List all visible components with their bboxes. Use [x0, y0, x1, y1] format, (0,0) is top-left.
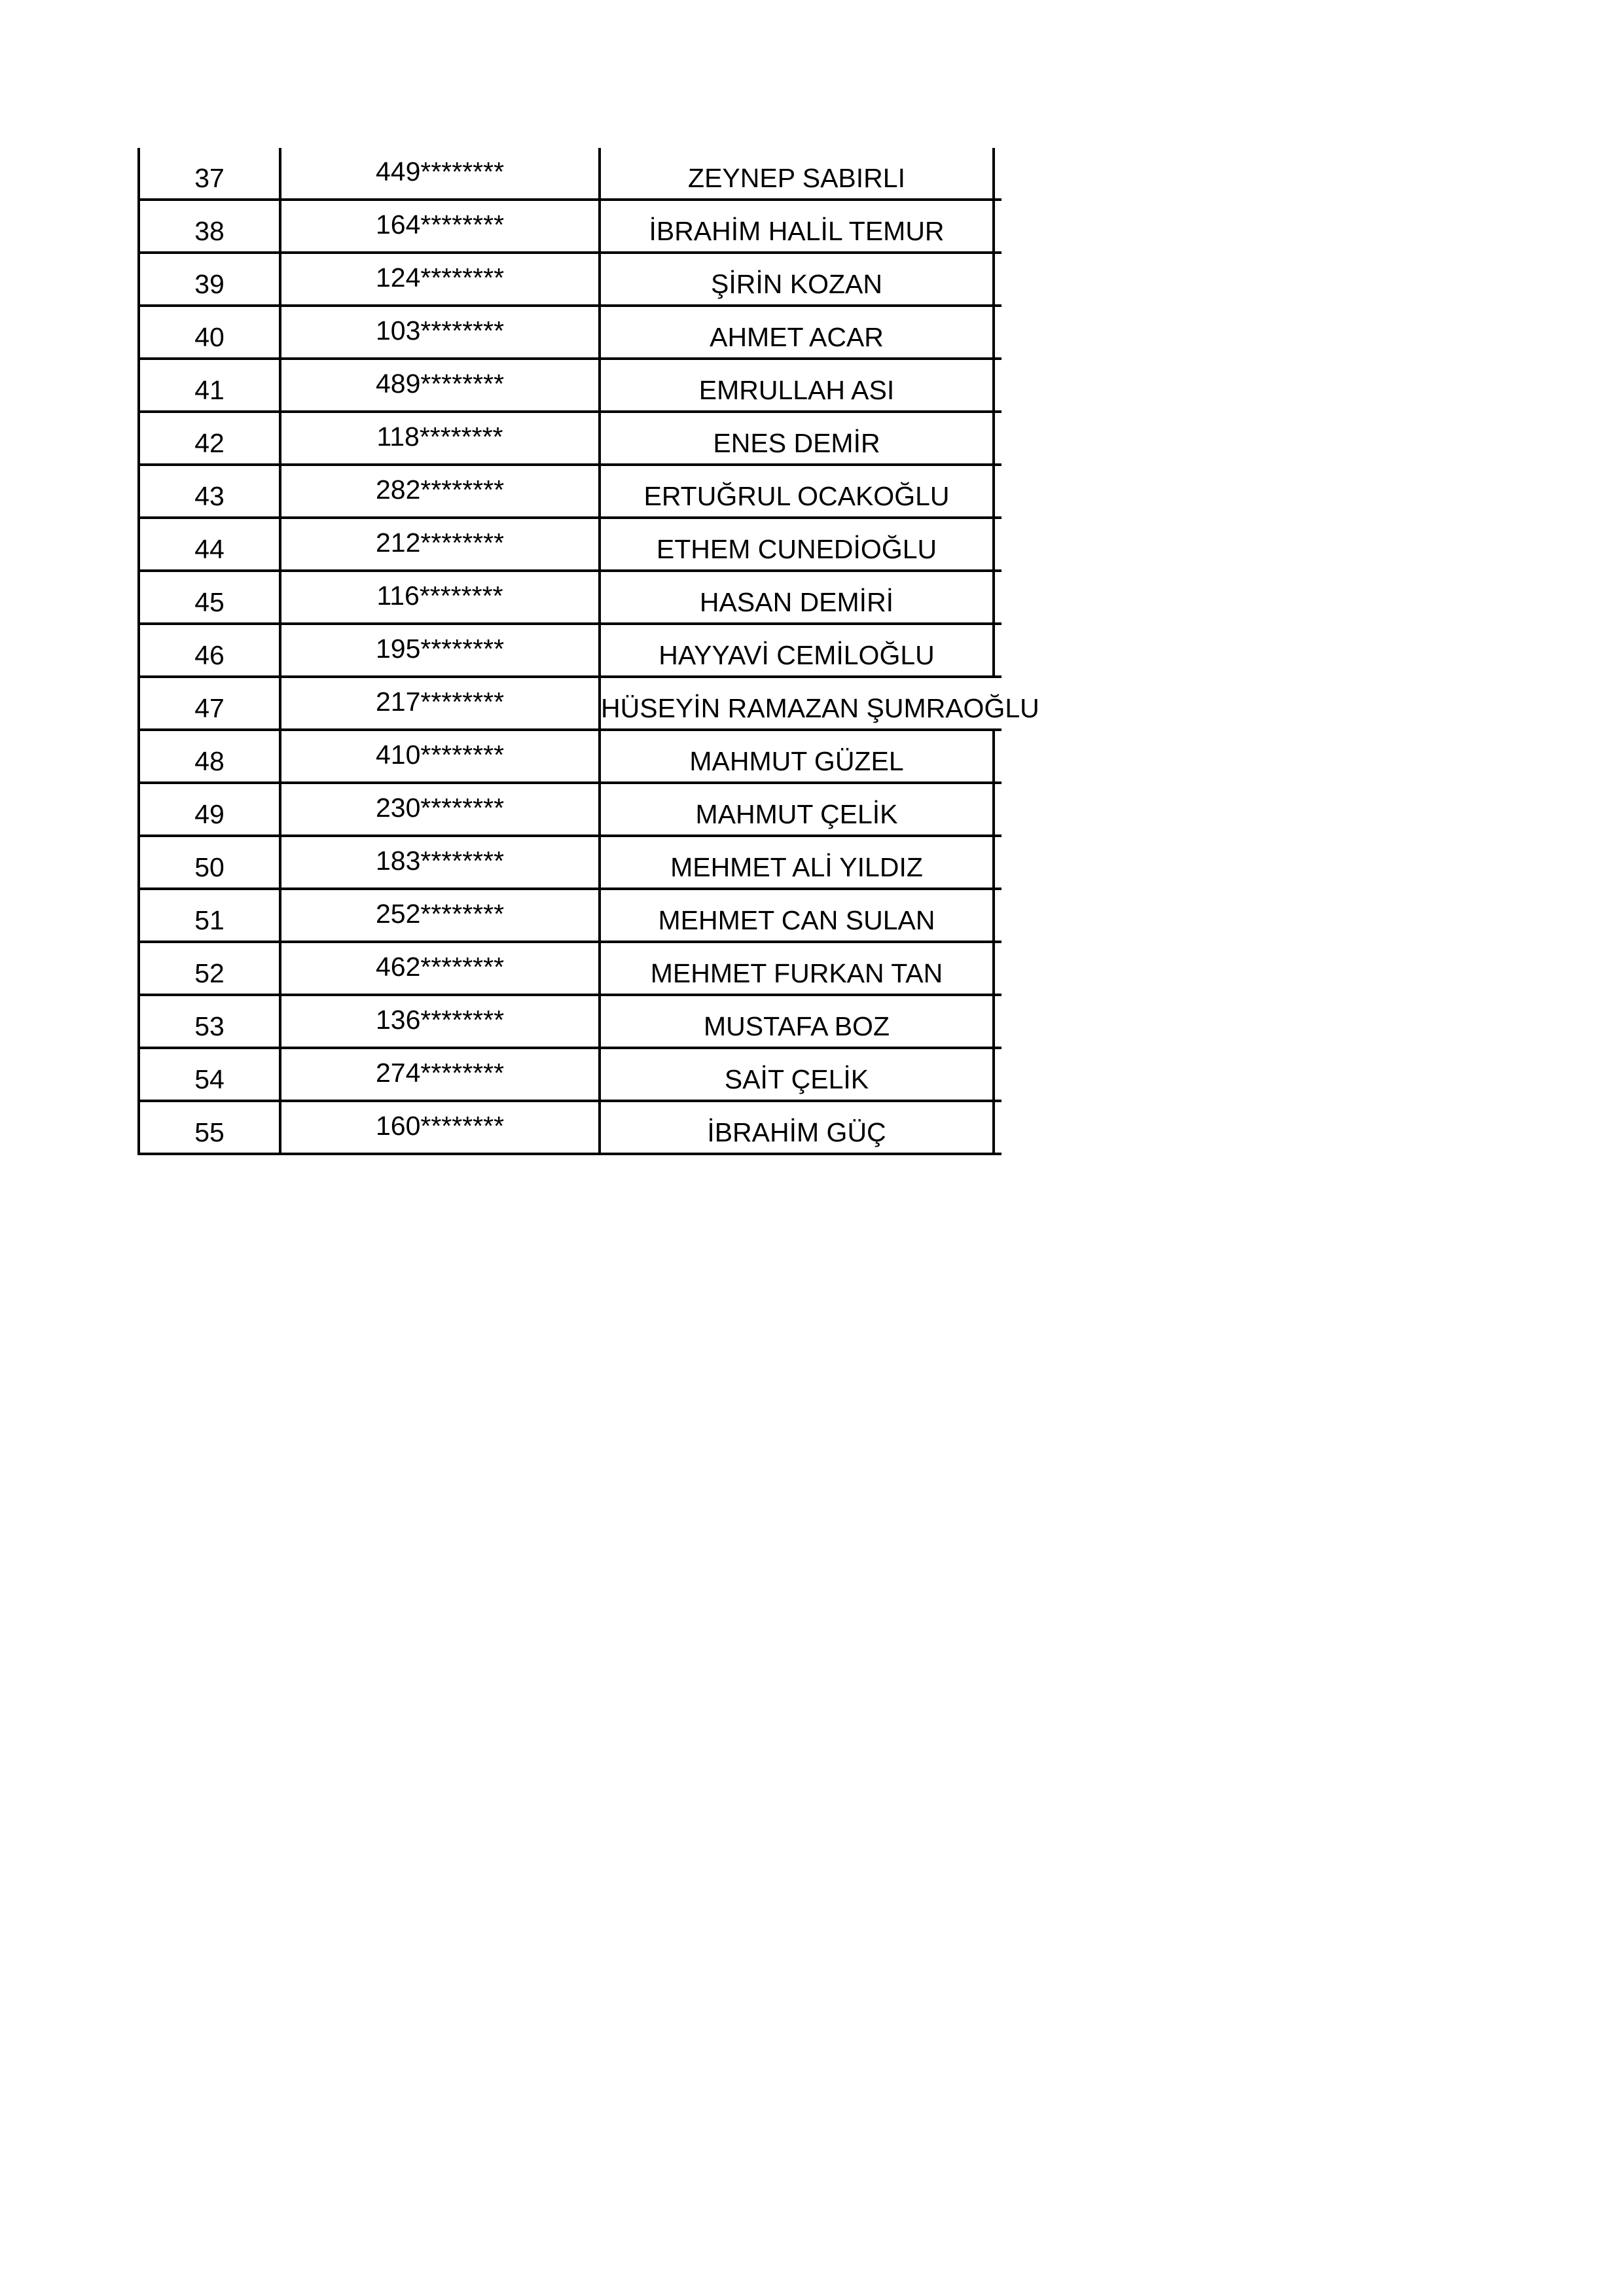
row-number-cell: 53	[137, 996, 281, 1047]
row-number-cell: 52	[137, 943, 281, 994]
id-number-cell: 160********	[281, 1102, 601, 1153]
row-number-cell: 54	[137, 1049, 281, 1100]
full-name-cell: ŞİRİN KOZAN	[601, 254, 995, 304]
row-number-cell: 40	[137, 307, 281, 357]
table-row	[137, 678, 1039, 731]
table-row	[137, 731, 1001, 784]
table-row	[137, 307, 1001, 360]
table-row	[137, 996, 1001, 1049]
row-number-cell: 38	[137, 201, 281, 251]
row-number-cell: 50	[137, 837, 281, 888]
table-row	[137, 837, 1001, 890]
table-row	[137, 1049, 1001, 1102]
row-number-cell: 41	[137, 360, 281, 410]
id-number-cell: 274********	[281, 1049, 601, 1100]
row-number-cell: 55	[137, 1102, 281, 1153]
row-number-cell: 42	[137, 413, 281, 463]
id-number-cell: 116********	[281, 572, 601, 622]
full-name-cell: ETHEM CUNEDİOĞLU	[601, 519, 995, 569]
id-number-cell: 449********	[281, 148, 601, 198]
id-number-cell: 136********	[281, 996, 601, 1047]
row-number-cell: 43	[137, 466, 281, 516]
id-number-cell: 103********	[281, 307, 601, 357]
full-name-cell: MAHMUT GÜZEL	[601, 731, 995, 781]
table-row	[137, 254, 1001, 307]
id-number-cell: 195********	[281, 625, 601, 675]
table-row	[137, 519, 1001, 572]
table-row	[137, 201, 1001, 254]
full-name-cell: ENES DEMİR	[601, 413, 995, 463]
table-row	[137, 360, 1001, 413]
row-number-cell: 44	[137, 519, 281, 569]
full-name-cell: EMRULLAH ASI	[601, 360, 995, 410]
id-number-cell: 118********	[281, 413, 601, 463]
row-number-cell: 46	[137, 625, 281, 675]
table-row	[137, 890, 1001, 943]
table-row	[137, 148, 1001, 201]
table-row	[137, 413, 1001, 466]
table-row	[137, 784, 1001, 837]
full-name-cell: HASAN DEMİRİ	[601, 572, 995, 622]
row-number-cell: 45	[137, 572, 281, 622]
row-number-cell: 37	[137, 148, 281, 198]
id-number-cell: 462********	[281, 943, 601, 994]
id-number-cell: 164********	[281, 201, 601, 251]
full-name-cell: ERTUĞRUL OCAKOĞLU	[601, 466, 995, 516]
row-number-cell: 47	[137, 678, 281, 728]
full-name-cell: MUSTAFA BOZ	[601, 996, 995, 1047]
row-number-cell: 49	[137, 784, 281, 834]
full-name-cell: MEHMET CAN SULAN	[601, 890, 995, 941]
full-name-cell: HAYYAVİ CEMİLOĞLU	[601, 625, 995, 675]
full-name-cell: HÜSEYİN RAMAZAN ŞUMRAOĞLU	[601, 693, 1039, 723]
full-name-cell: AHMET ACAR	[601, 307, 995, 357]
id-number-cell: 230********	[281, 784, 601, 834]
full-name-cell: MEHMET FURKAN TAN	[601, 943, 995, 994]
id-number-cell: 489********	[281, 360, 601, 410]
table-row	[137, 943, 1001, 996]
id-number-cell: 252********	[281, 890, 601, 941]
full-name-cell: İBRAHİM HALİL TEMUR	[601, 201, 995, 251]
full-name-cell: ZEYNEP SABIRLI	[601, 148, 995, 198]
id-number-cell: 410********	[281, 731, 601, 781]
full-name-cell: MAHMUT ÇELİK	[601, 784, 995, 834]
table-row	[137, 466, 1001, 519]
table-row	[137, 625, 1001, 678]
row-number-cell: 39	[137, 254, 281, 304]
row-number-cell: 48	[137, 731, 281, 781]
id-number-cell: 217********	[281, 678, 601, 728]
table-row	[137, 572, 1001, 625]
name-list-table	[137, 148, 1039, 1155]
id-number-cell: 282********	[281, 466, 601, 516]
full-name-cell: İBRAHİM GÜÇ	[601, 1102, 995, 1153]
full-name-cell: SAİT ÇELİK	[601, 1049, 995, 1100]
id-number-cell: 183********	[281, 837, 601, 888]
full-name-cell: MEHMET ALİ YILDIZ	[601, 837, 995, 888]
id-number-cell: 124********	[281, 254, 601, 304]
id-number-cell: 212********	[281, 519, 601, 569]
table-row	[137, 1102, 1001, 1155]
row-number-cell: 51	[137, 890, 281, 941]
